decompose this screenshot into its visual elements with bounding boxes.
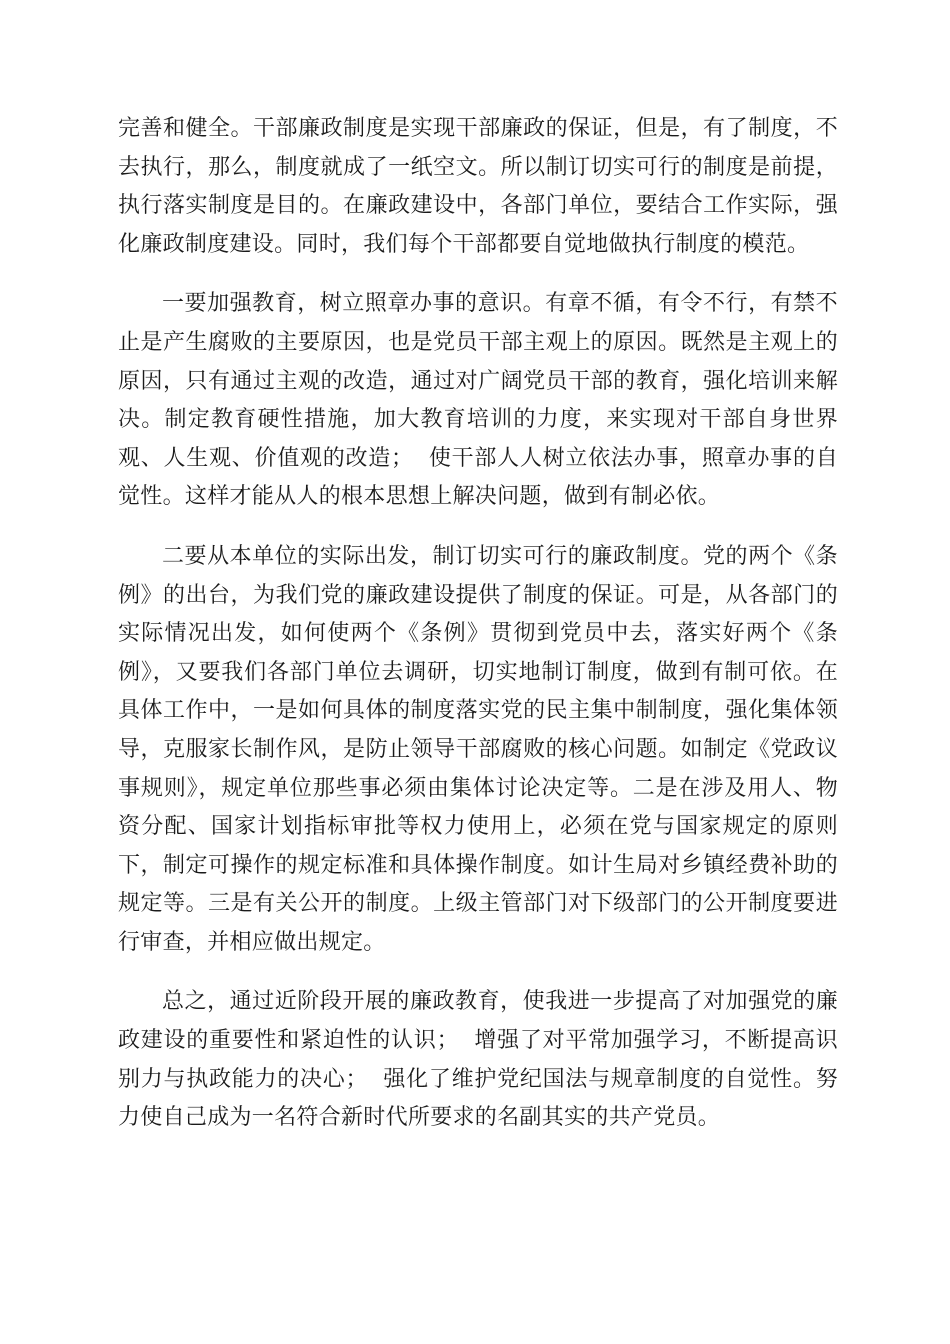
paragraph-2: 一要加强教育，树立照章办事的意识。有章不循，有令不行，有禁不止是产生腐败的主要原因，也是党员干部主观上的原因。既然是主观上的原因，只有通过主观的改造，通过对广阔党员干部的教育，强化培训来解决。制定教育硬性措施，加大教育培训的力度，来实现对干部自身世界观、人生观、价值观的改造； 使干部人人树立依法办事，照章办事的自觉性。这样才能从人的根本思想上解决问题，做到有制必依。 xyxy=(118,291,838,510)
paragraph-3: 二要从本单位的实际出发，制订切实可行的廉政制度。党的两个《条例》的出台，为我们党的廉政建设提供了制度的保证。可是，从各部门的实际情况出发，如何使两个《条例》贯彻到党员中去，落实好两个《条例》，又要我们各部门单位去调研，切实地制订制度，做到有制可依。在具体工作中，一是如何具体的制度落实党的民主集中制制度，强化集体领导，克服家长制作风，是防止领导干部腐败的核心问题。如制定《党政议事规则》，规定单位那些事必须由集体讨论决定等。二是在涉及用人、物资分配、国家计划指标审批等权力使用上，必须在党与国家规定的原则下，制定可操作的规定标准和具体操作制度。如计生局对乡镇经费补助的规定等。三是有关公开的制度。上级主管部门对下级部门的公开制度要进行审查，并相应做出规定。 xyxy=(118,543,838,955)
paragraph-4: 总之，通过近阶段开展的廉政教育，使我进一步提高了对加强党的廉政建设的重要性和紧迫性的认识； 增强了对平常加强学习，不断提高识别力与执政能力的决心； 强化了维护党纪国法与规章制度的自觉性。努力使自己成为一名符合新时代所要求的名副其实的共产党员。 xyxy=(118,989,838,1131)
document-body xyxy=(118,110,838,1159)
paragraph-1: 完善和健全。干部廉政制度是实现干部廉政的保证，但是，有了制度，不去执行，那么，制度就成了一纸空文。所以制订切实可行的制度是前提，执行落实制度是目的。在廉政建设中，各部门单位，要结合工作实际，强化廉政制度建设。同时，我们每个干部都要自觉地做执行制度的模范。 xyxy=(118,116,838,257)
